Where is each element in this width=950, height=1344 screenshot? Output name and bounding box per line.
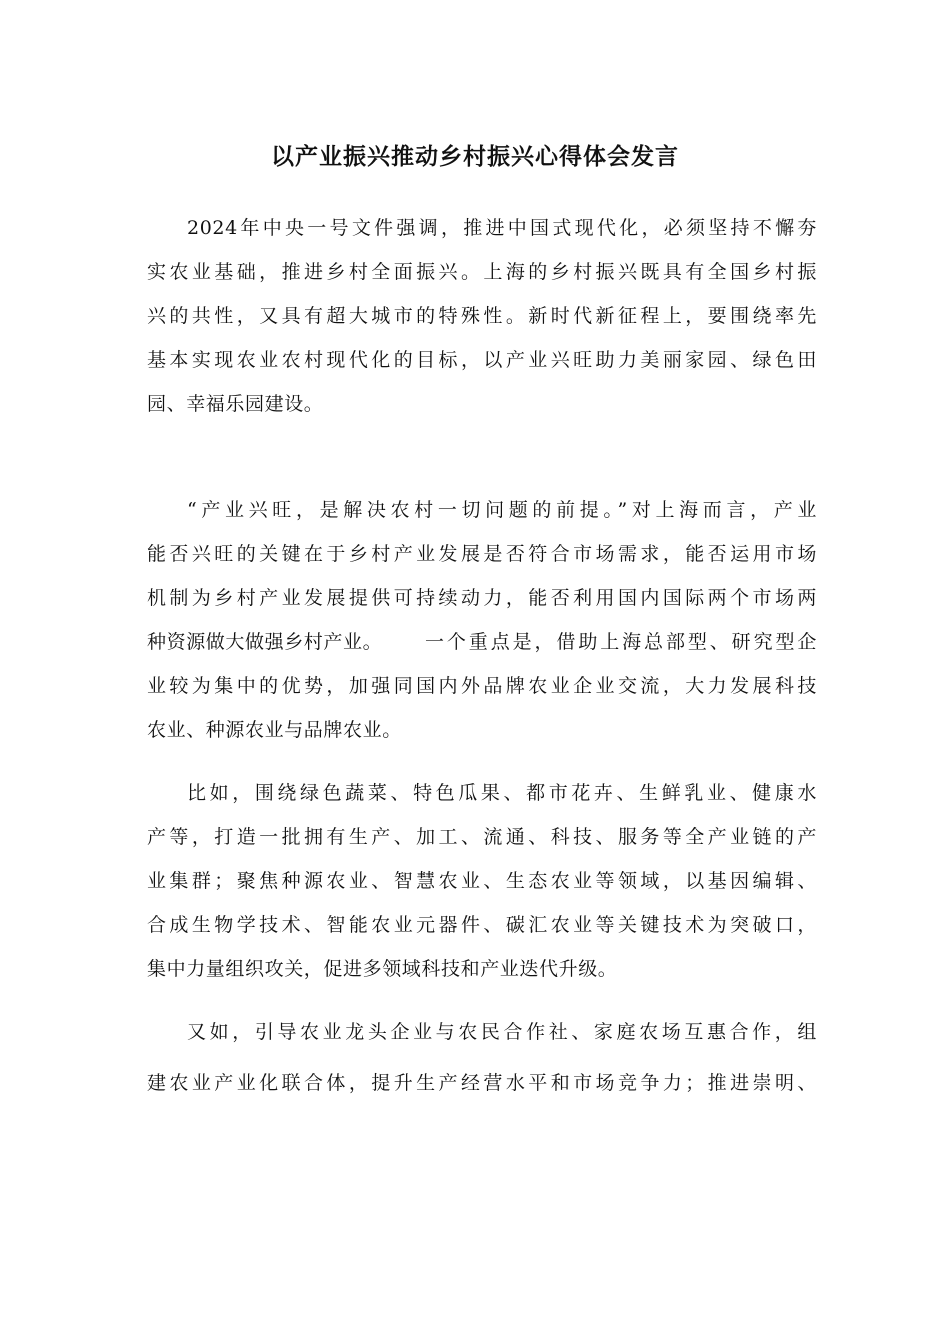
paragraph-line: 农业、种源农业与品牌农业。 [147,719,402,741]
paragraph-line: 一个重点是，借助上海总部型、研究型企 [425,631,817,653]
paragraph-line: 集中力量组织攻关，促进多领域科技和产业迭代升级。 [147,958,618,980]
paragraph-line: 种资源做大做强乡村产业。 [147,631,383,653]
paragraph-line: 2024年中央一号文件强调，推进中国式现代化，必须坚持不懈夯 [187,217,817,239]
paragraph-line: 实农业基础，推进乡村全面振兴。上海的乡村振兴既具有全国乡村振 [147,261,817,283]
paragraph-line: 比如，围绕绿色蔬菜、特色瓜果、都市花卉、生鲜乳业、健康水 [187,782,817,804]
paragraph-line: 兴的共性，又具有超大城市的特殊性。新时代新征程上，要围绕率先 [147,305,817,327]
paragraph-line: 能否兴旺的关键在于乡村产业发展是否符合市场需求，能否运用市场 [147,543,817,565]
paragraph-line: 业较为集中的优势，加强同国内外品牌农业企业交流，大力发展科技 [147,675,817,697]
paragraph-line: 基本实现农业农村现代化的目标，以产业兴旺助力美丽家园、绿色田 [147,349,817,371]
paragraph-line: 合成生物学技术、智能农业元器件、碳汇农业等关键技术为突破口， [147,914,817,936]
paragraph-line: 业集群；聚焦种源农业、智慧农业、生态农业等领域，以基因编辑、 [147,870,817,892]
paragraph-line: 机制为乡村产业发展提供可持续动力，能否利用国内国际两个市场两 [147,587,817,609]
paragraph-line: 产等，打造一批拥有生产、加工、流通、科技、服务等全产业链的产 [147,826,817,848]
document-title: 以产业振兴推动乡村振兴心得体会发言 [271,144,679,170]
paragraph-line: 园、幸福乐园建设。 [147,393,324,415]
paragraph-line: 又如，引导农业龙头企业与农民合作社、家庭农场互惠合作，组 [187,1021,817,1043]
paragraph-line: 建农业产业化联合体，提升生产经营水平和市场竞争力；推进崇明、 [147,1072,817,1094]
paragraph-line: “产业兴旺，是解决农村一切问题的前提。”对上海而言，产业 [187,499,817,521]
